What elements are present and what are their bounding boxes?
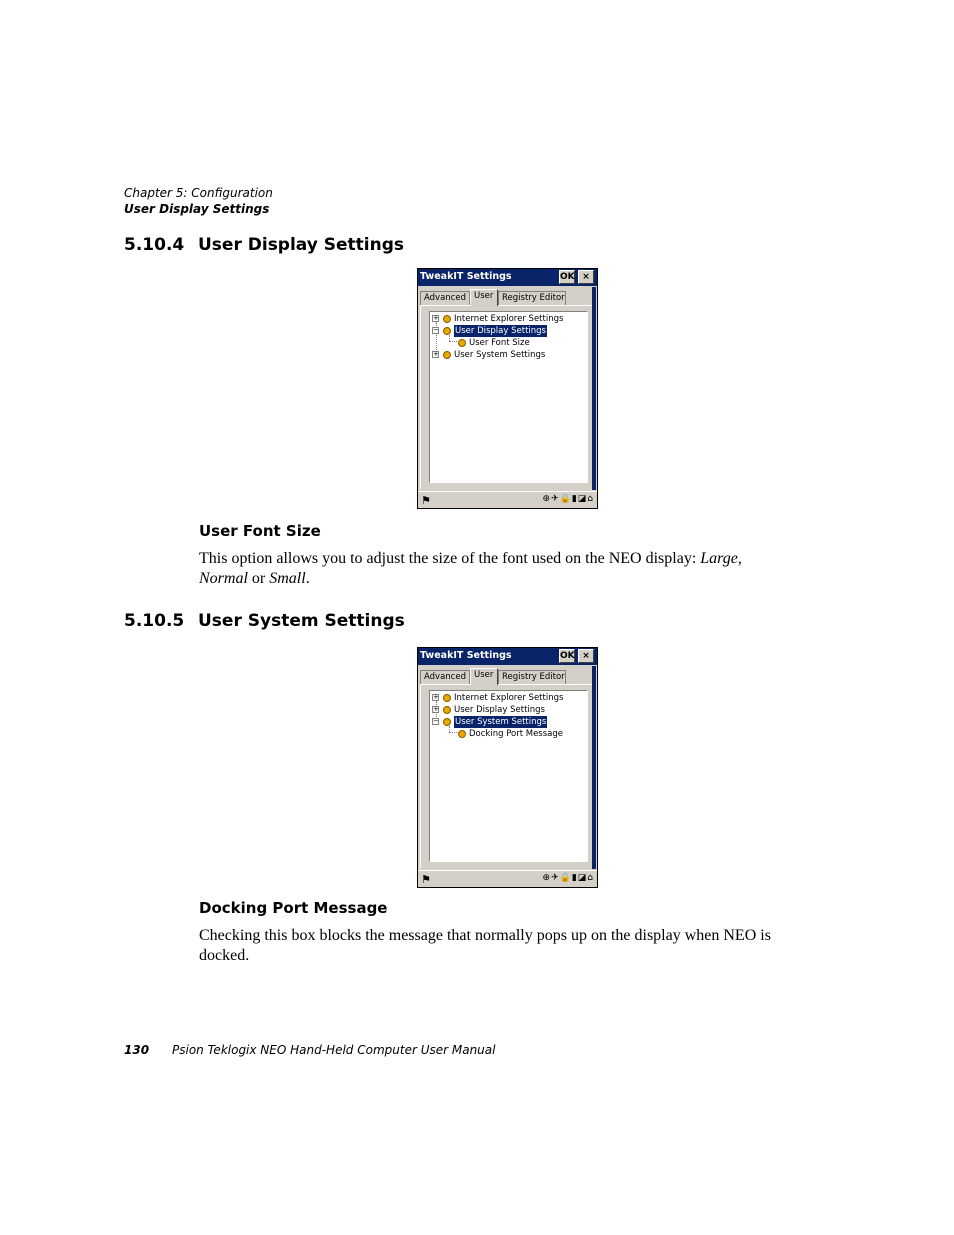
section-heading-system [124, 611, 405, 631]
tab-panel [420, 305, 595, 489]
page-number: 130 [124, 1043, 150, 1057]
device-screenshot-display [417, 268, 598, 509]
subheading-docking-port: Docking Port Message [199, 899, 388, 917]
window-title: TweakIT Settings [420, 650, 512, 661]
taskbar [418, 491, 597, 509]
tree-node-label-selected: User Display Settings [455, 326, 546, 336]
tab-registry-editor[interactable]: Registry Editor [498, 670, 566, 684]
tree-node-label: User Display Settings [454, 705, 545, 715]
tray-icons: ⊕✈🔒▮◪⌂ [542, 873, 594, 883]
subheading-font-size: User Font Size [199, 522, 321, 540]
paragraph-font-size [199, 549, 789, 589]
tree-node-label: Internet Explorer Settings [454, 314, 564, 324]
tab-advanced[interactable]: Advanced [420, 670, 470, 684]
text: or [247, 570, 270, 587]
tab-registry-editor[interactable]: Registry Editor [498, 291, 566, 305]
section-label: User Display Settings [124, 202, 270, 216]
tab-panel [420, 684, 595, 868]
gear-icon [443, 351, 451, 359]
option-large: Large [700, 550, 738, 567]
section-heading-display [124, 235, 404, 255]
manual-title: Psion Teklogix NEO Hand-Held Computer User Manual [172, 1043, 496, 1057]
expand-icon[interactable]: + [433, 350, 439, 358]
settings-tree[interactable] [429, 311, 588, 483]
close-button[interactable]: × [578, 270, 594, 284]
page-footer [124, 1043, 495, 1057]
gear-icon [443, 327, 451, 335]
chapter-label: Chapter 5: Configuration [124, 186, 273, 200]
tree-node-label: Internet Explorer Settings [454, 693, 564, 703]
gear-icon [443, 315, 451, 323]
collapse-icon[interactable]: − [433, 717, 439, 725]
section-number: 5.10.4 [124, 235, 185, 255]
gear-icon [458, 339, 466, 347]
ok-button[interactable]: OK [560, 651, 575, 661]
expand-icon[interactable]: + [433, 705, 439, 713]
expand-icon[interactable]: + [433, 314, 439, 322]
tree-node-label: User System Settings [454, 350, 546, 360]
option-normal: Normal [199, 570, 248, 587]
close-button[interactable]: × [578, 649, 594, 663]
tab-user[interactable]: User [470, 668, 498, 685]
expand-icon[interactable]: + [433, 693, 439, 701]
window-titlebar [418, 269, 597, 286]
tree-node-label: User Font Size [469, 338, 530, 348]
gear-icon [443, 706, 451, 714]
gear-icon [443, 694, 451, 702]
start-flag-icon[interactable]: ⚑ [421, 494, 431, 507]
text: , [737, 550, 742, 567]
settings-tree[interactable] [429, 690, 588, 862]
tree-node-label-selected: User System Settings [455, 717, 547, 727]
text: . [305, 570, 310, 587]
taskbar [418, 870, 597, 888]
tab-user[interactable]: User [470, 289, 498, 306]
window-edge [592, 287, 596, 490]
option-small: Small [269, 570, 306, 587]
device-screenshot-system [417, 647, 598, 888]
tree-node-label: Docking Port Message [469, 729, 563, 739]
gear-icon [443, 718, 451, 726]
window-edge [592, 666, 596, 869]
running-header [124, 185, 273, 217]
section-title: User System Settings [198, 611, 405, 631]
collapse-icon[interactable]: − [433, 326, 439, 334]
paragraph-docking-port: Checking this box blocks the message that normally pops up on the display when NEO is docked. [199, 927, 771, 964]
text: This option allows you to adjust the size of the font used on the NEO display: [199, 550, 701, 567]
window-title: TweakIT Settings [420, 271, 512, 282]
window-titlebar [418, 648, 597, 665]
tray-icons: ⊕✈🔒▮◪⌂ [542, 494, 594, 504]
tab-advanced[interactable]: Advanced [420, 291, 470, 305]
gear-icon [458, 730, 466, 738]
ok-button[interactable]: OK [560, 272, 575, 282]
section-number: 5.10.5 [124, 611, 185, 631]
section-title: User Display Settings [198, 235, 405, 255]
start-flag-icon[interactable]: ⚑ [421, 873, 431, 886]
